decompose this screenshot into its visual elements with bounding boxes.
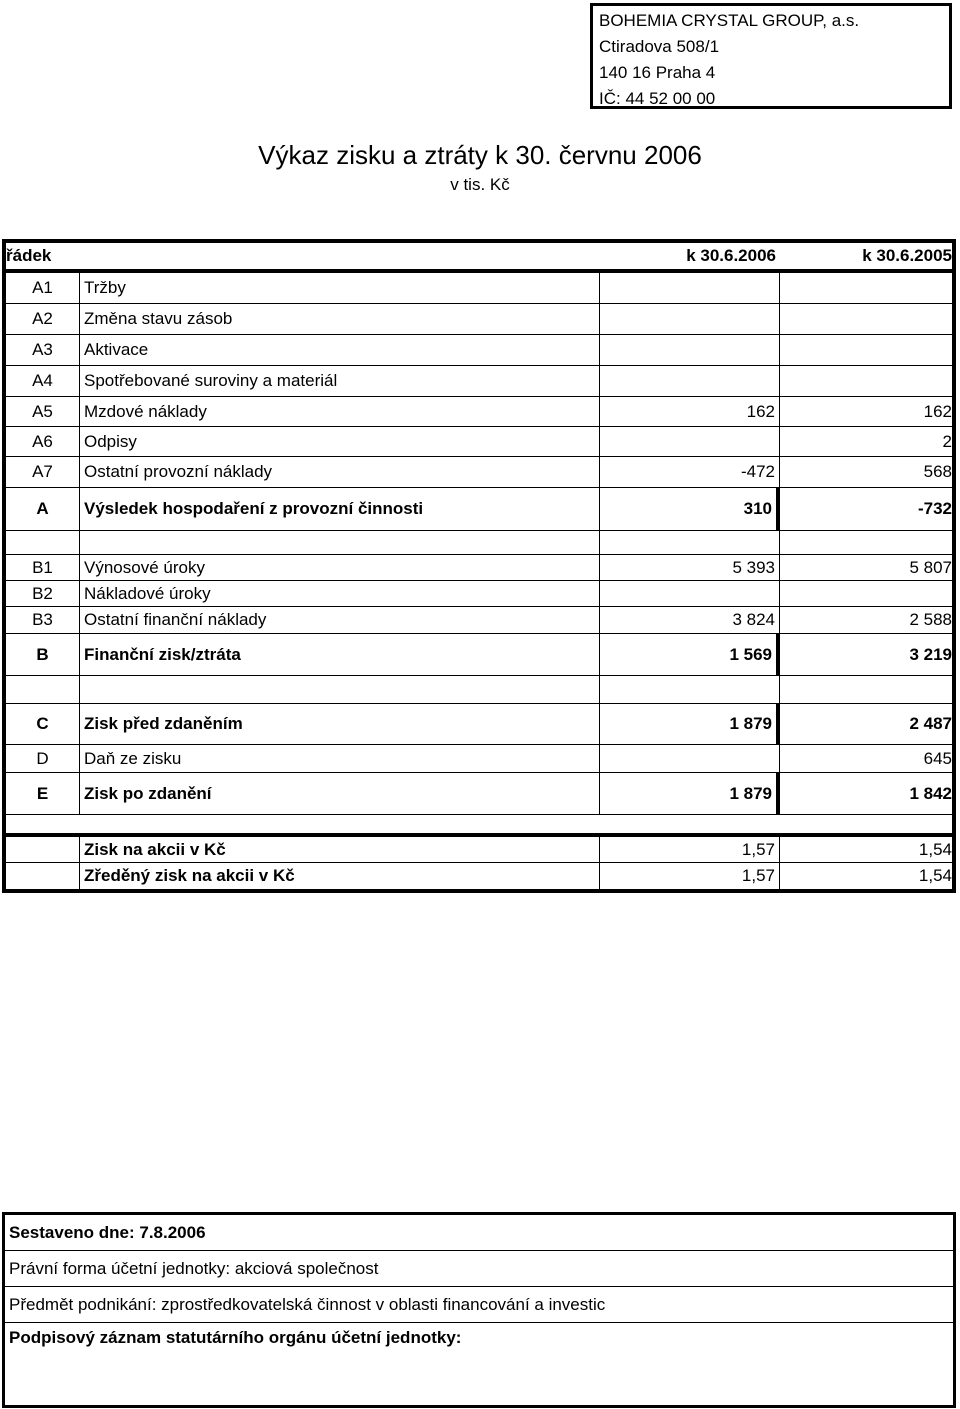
- row-value-2005: [780, 273, 952, 303]
- row-value-2005: 1 842: [909, 783, 952, 803]
- report-title: Výkaz zisku a ztráty k 30. červnu 2006: [258, 140, 702, 170]
- row-label: Výsledek hospodaření z provozní činnosti: [80, 488, 600, 530]
- row-code: A2: [6, 304, 80, 334]
- row-label: Zředěný zisk na akcii v Kč: [80, 863, 600, 889]
- table-row-total: [6, 488, 952, 531]
- spacer-cell: [80, 531, 600, 554]
- row-code: B: [6, 634, 80, 675]
- row-value-2006: [600, 335, 780, 365]
- row-label: Změna stavu zásob: [80, 304, 600, 334]
- row-value-2006: 1,57: [600, 837, 780, 862]
- row-value-2005: 5 807: [909, 557, 952, 577]
- row-value-2006: 1,57: [600, 863, 780, 889]
- row-label: Mzdové náklady: [80, 397, 600, 426]
- table-row: [6, 335, 952, 366]
- row-label: Ostatní provozní náklady: [80, 457, 600, 487]
- row-label: Daň ze zisku: [80, 745, 600, 772]
- table-header: [6, 243, 952, 273]
- row-value-2005: -732: [917, 499, 952, 518]
- row-value-2005: 2 588: [909, 610, 952, 629]
- row-value-2006: [600, 366, 780, 396]
- table-row-total: [6, 634, 952, 676]
- table-spacer-row: [6, 815, 952, 837]
- row-label: Zisk na akcii v Kč: [80, 837, 600, 862]
- row-label: Aktivace: [80, 335, 600, 365]
- company-ico: IČ: 44 52 00 00: [599, 89, 716, 108]
- income-statement-table: [2, 239, 956, 893]
- table-spacer-row: [6, 531, 952, 555]
- spacer-cell: [6, 676, 80, 703]
- row-value-2005: 1,54: [918, 866, 952, 885]
- row-code: B3: [6, 607, 80, 633]
- company-name: BOHEMIA CRYSTAL GROUP, a.s.: [599, 11, 860, 30]
- row-label: Spotřebované suroviny a materiál: [80, 366, 600, 396]
- row-label: Tržby: [80, 273, 600, 303]
- table-row: [6, 304, 952, 335]
- row-value-2006: 1 569: [600, 634, 780, 675]
- row-code: A4: [6, 366, 80, 396]
- table-row: [6, 397, 952, 427]
- row-code: [6, 837, 80, 862]
- footer-legal-form: Právní forma účetní jednotky: akciová společnost: [5, 1251, 953, 1287]
- row-label: Odpisy: [80, 427, 600, 456]
- row-value-2006: [600, 745, 780, 772]
- table-row: [6, 745, 952, 773]
- table-spacer-row: [6, 676, 952, 704]
- row-value-2005: 3 219: [909, 644, 952, 664]
- row-value-2005: 2: [942, 431, 952, 451]
- row-value-2006: -472: [600, 457, 780, 487]
- row-value-2006: 310: [600, 488, 780, 530]
- row-code: E: [6, 773, 80, 814]
- footer-box: [2, 1212, 956, 1408]
- row-value-2006: 162: [600, 397, 780, 426]
- row-code: [6, 863, 80, 889]
- header-col1: k 30.6.2006: [686, 246, 776, 265]
- row-code: C: [6, 704, 80, 744]
- row-code: A7: [6, 457, 80, 487]
- row-code: D: [6, 745, 80, 772]
- row-value-2006: [600, 273, 780, 303]
- row-value-2006: [600, 304, 780, 334]
- spacer-cell: [600, 815, 780, 833]
- row-value-2006: [600, 427, 780, 456]
- row-value-2006: 5 393: [600, 555, 780, 580]
- row-code: A1: [6, 273, 80, 303]
- footer-business: Předmět podnikání: zprostředkovatelská činnost v oblasti financování a investic: [5, 1287, 953, 1323]
- table-row: [6, 427, 952, 457]
- row-value-2006: 1 879: [600, 704, 780, 744]
- row-value-2005: 2 487: [909, 714, 952, 733]
- header-code: řádek: [6, 246, 52, 265]
- row-code: B1: [6, 555, 80, 580]
- row-code: A3: [6, 335, 80, 365]
- table-row-eps: [6, 837, 952, 863]
- row-label: Ostatní finanční náklady: [80, 607, 600, 633]
- company-info-box: [590, 3, 952, 109]
- table-row: [6, 555, 952, 581]
- row-value-2006: 3 824: [600, 607, 780, 633]
- row-label: Nákladové úroky: [80, 581, 600, 606]
- row-value-2005: [780, 581, 952, 606]
- row-value-2005: [780, 335, 952, 365]
- row-value-2006: 1 879: [600, 773, 780, 814]
- table-row: [6, 273, 952, 304]
- spacer-cell: [6, 815, 80, 833]
- table-row-total: [6, 704, 952, 745]
- row-value-2005: 1,54: [918, 839, 952, 859]
- spacer-cell: [780, 531, 952, 554]
- company-street: Ctiradova 508/1: [599, 37, 720, 56]
- spacer-cell: [780, 815, 952, 833]
- header-label: [80, 243, 600, 269]
- table-row-eps: [6, 863, 952, 889]
- row-value-2005: 568: [923, 462, 952, 481]
- table-row-total: [6, 773, 952, 815]
- row-code: B2: [6, 581, 80, 606]
- table-row: [6, 607, 952, 634]
- row-label: Výnosové úroky: [80, 555, 600, 580]
- spacer-cell: [600, 676, 780, 703]
- row-label: Zisk před zdaněním: [80, 704, 600, 744]
- company-city: 140 16 Praha 4: [599, 63, 716, 82]
- spacer-cell: [80, 815, 600, 833]
- table-row: [6, 366, 952, 397]
- report-unit: v tis. Kč: [450, 175, 510, 194]
- spacer-cell: [600, 531, 780, 554]
- spacer-cell: [80, 676, 600, 703]
- row-code: A: [6, 488, 80, 530]
- row-label: Zisk po zdanění: [80, 773, 600, 814]
- table-row: [6, 581, 952, 607]
- row-value-2005: [780, 304, 952, 334]
- spacer-cell: [6, 531, 80, 554]
- row-code: A5: [6, 397, 80, 426]
- spacer-cell: [780, 676, 952, 703]
- footer-signature: Podpisový záznam statutárního orgánu účetní jednotky:: [9, 1328, 462, 1347]
- footer-compiled-date: Sestaveno dne: 7.8.2006: [5, 1215, 953, 1251]
- row-value-2005: 162: [923, 401, 952, 421]
- row-value-2006: [600, 581, 780, 606]
- row-code: A6: [6, 427, 80, 456]
- header-col2: k 30.6.2005: [862, 246, 952, 265]
- row-label: Finanční zisk/ztráta: [80, 634, 600, 675]
- row-value-2005: 645: [923, 748, 952, 768]
- row-value-2005: [780, 366, 952, 396]
- table-row: [6, 457, 952, 488]
